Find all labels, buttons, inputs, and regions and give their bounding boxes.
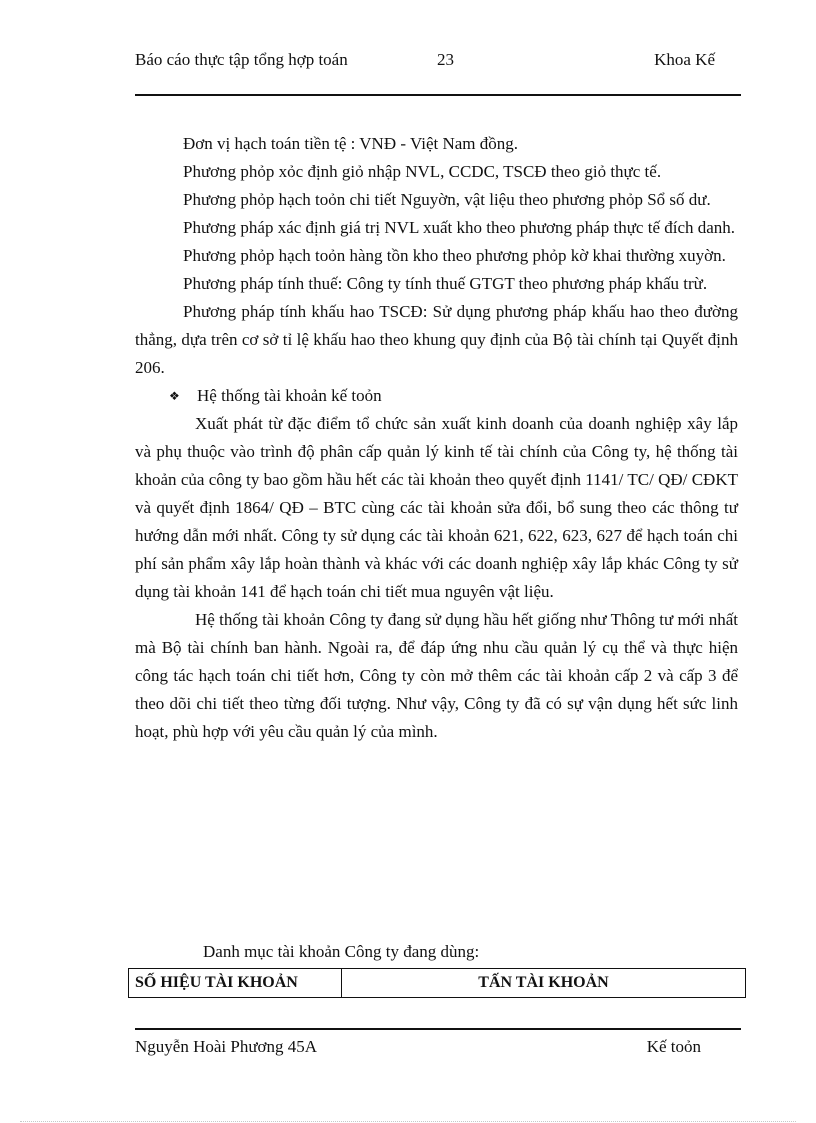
paragraph-material-export: Phương pháp xác định giá trị NVL xuất kho theo phương pháp thực tế đích danh.	[183, 218, 736, 237]
paragraph-inventory: Phương phỏp hạch toỏn hàng tồn kho theo phương phỏp kờ khai thường xuyờn.	[183, 246, 726, 265]
footer-author: Nguyễn Hoài Phương 45A	[135, 1037, 318, 1056]
header-title: Báo cáo thực tập tổng hợp toán	[135, 50, 348, 69]
bullet-item-account-system	[135, 382, 738, 410]
paragraph-import-price: Phương phỏp xỏc định giỏ nhập NVL, CCDC, TSCĐ theo giỏ thực tế.	[183, 162, 662, 181]
paragraph-account-usage: Hệ thống tài khoản Công ty đang sử dụng hầu hết giống như Thông tư mới nhất mà Bộ tài chính ban hành. Ngoài ra, để đáp ứng nhu cầu quản lý cụ thể và thực hiện công tác hạch toán chi tiết hơn, Công ty còn mở thêm các tài khoản cấp 2 và cấp 3 để theo dõi chi tiết theo từng đối tượng. Như vậy, Công ty đã có sự vận dụng hết sức linh hoạt, phù hợp với yêu cầu quản lý của mình.	[135, 610, 738, 741]
footer-department: Kế toỏn	[646, 1037, 701, 1056]
column-header-account-name: TẤN TÀI KHOẢN	[342, 969, 746, 998]
account-table	[128, 968, 746, 998]
header-department: Khoa Kế	[654, 50, 715, 69]
page-header	[135, 50, 741, 96]
bullet-text: Hệ thống tài khoản kế toỏn	[197, 386, 382, 405]
page-bottom-divider	[20, 1121, 796, 1122]
table-caption: Danh mục tài khoản Công ty đang dùng:	[203, 942, 480, 961]
table-header-row	[129, 969, 746, 998]
column-header-account-number: SỐ HIỆU TÀI KHOẢN	[129, 969, 342, 998]
page-footer	[135, 1028, 741, 1056]
paragraph-tax: Phương pháp tính thuế: Công ty tính thuế GTGT theo phương pháp khấu trừ.	[183, 274, 708, 293]
page-number: 23	[437, 50, 454, 69]
paragraph-material-detail: Phương phỏp hạch toỏn chi tiết Nguyờn, vật liệu theo phương phỏp Sổ số dư.	[183, 190, 711, 209]
body-text	[135, 130, 738, 746]
diamond-bullet-icon: ❖	[169, 389, 180, 403]
paragraph-depreciation: Phương pháp tính khấu hao TSCĐ: Sử dụng phương pháp khấu hao theo đường thẳng, dựa trên cơ sở tỉ lệ khấu hao theo khung quy định của Bộ tài chính tại Quyết định 206.	[135, 302, 738, 377]
paragraph-currency: Đơn vị hạch toán tiền tệ : VNĐ - Việt Nam đồng.	[183, 134, 519, 153]
paragraph-account-origin: Xuất phát từ đặc điểm tổ chức sản xuất kinh doanh của doanh nghiệp xây lắp và phụ thuộc vào trình độ phân cấp quản lý kinh tế tài chính của Công ty, hệ thống tài khoản của công ty bao gồm hầu hết các tài khoản theo quyết định 1141/ TC/ QĐ/ CĐKT và quyết định 1864/ QĐ – BTC cùng các tài khoản sửa đổi, bổ sung theo các thông tư hướng dẫn mới nhất. Công ty sử dụng các tài khoản 621, 622, 623, 627 để hạch toán chi phí sản phẩm xây lắp hoàn thành và khác với các doanh nghiệp xây lắp khác Công ty sử dụng tài khoản 141 để hạch toán chi tiết mua nguyên vật liệu.	[135, 414, 738, 601]
